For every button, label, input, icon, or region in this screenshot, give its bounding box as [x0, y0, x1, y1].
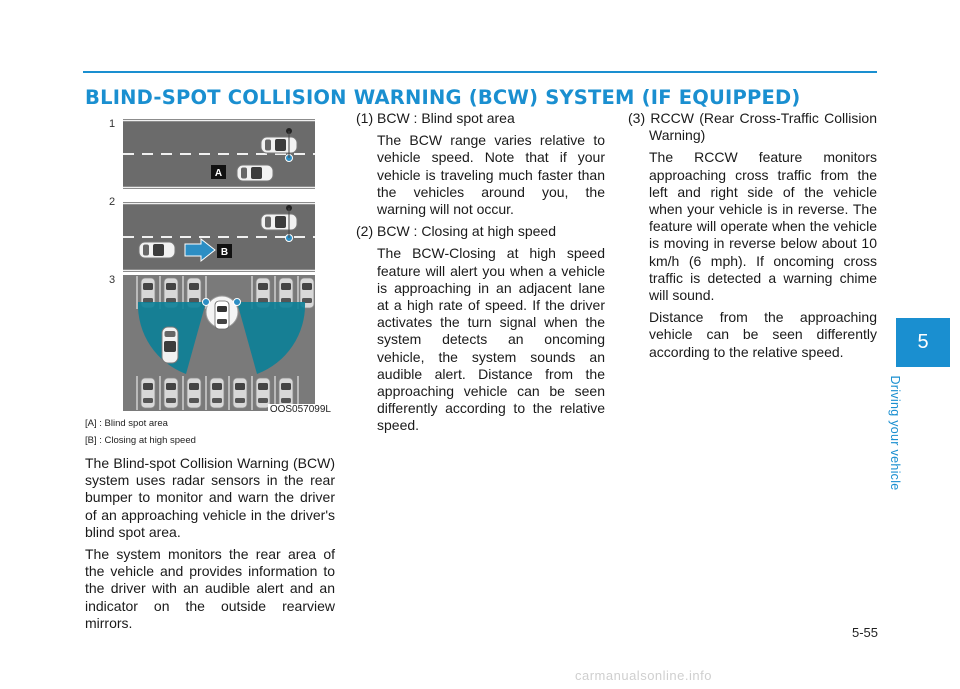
chapter-title: Driving your vehicle [888, 375, 902, 491]
column-3 [628, 110, 877, 366]
item-3-text-2: Distance from the approaching vehicle can be seen differently according to the relative speed. [649, 309, 877, 360]
figure-code: OOS057099L [269, 404, 331, 415]
car-approaching [139, 242, 175, 258]
caption-a: [A] : Blind spot area [85, 418, 168, 429]
caption-b: [B] : Closing at high speed [85, 435, 196, 446]
bcw-diagram-svg [85, 116, 337, 414]
item-2-text: The BCW-Closing at high speed feature will alert you when a vehicle is approaching in an adjacent lane at a high rate of speed. If the driver activates the turn signal when the system detects an oncoming vehicle, the system sounds an audible alert. Distance from the approaching vehicle can be seen differently according to the relative speed. [377, 245, 605, 434]
item-1-heading: (1) BCW : Blind spot area [356, 110, 515, 126]
car-host-2 [261, 214, 297, 230]
intro-paragraph-2: The system monitors the rear area of the vehicle and provides information to the driver with an audible alert and an indicator on the outside rearview mirrors. [85, 546, 335, 631]
item-3-text: The RCCW feature monitors approaching cross traffic from the left and right side of the vehicle when your vehicle is in reverse. The feature will operate when the vehicle is moving in reverse below about 10 km/h (6 mph). If oncoming cross traffic is detected a warning chime will sound. [649, 149, 877, 304]
bcw-diagram [85, 116, 337, 414]
car-host-reversing [215, 301, 229, 329]
label-a: A [214, 168, 223, 179]
watermark: carmanualsonline.info [575, 668, 712, 683]
row-number-3: 3 [109, 274, 116, 286]
page-number: 5-55 [851, 625, 878, 640]
car-blindspot [237, 165, 273, 181]
intro-paragraph-1: The Blind-spot Collision Warning (BCW) system uses radar sensors in the rear bumper to monitor and warn the driver of an approaching vehicle in the driver's blind spot area. [85, 455, 335, 540]
column-1 [85, 455, 335, 637]
column-2 [356, 110, 605, 440]
label-b: B [220, 247, 229, 258]
row-number-2: 2 [109, 196, 116, 208]
section-title: BLIND-SPOT COLLISION WARNING (BCW) SYSTEM (IF EQUIPPED) [85, 86, 801, 109]
header-rule [83, 71, 877, 73]
chapter-number: 5 [917, 331, 929, 353]
item-1-text: The BCW range varies relative to vehicle speed. Note that if your vehicle is traveling much faster than the vehicles around you, the warning will not occur. [377, 132, 605, 218]
chapter-tab [896, 318, 950, 367]
item-2-heading: (2) BCW : Closing at high speed [356, 223, 556, 240]
item-3-heading: (3) RCCW (Rear Cross-Traffic Collision Warning) [628, 110, 877, 144]
row-number-1: 1 [109, 118, 116, 130]
car-host-1 [261, 137, 297, 153]
